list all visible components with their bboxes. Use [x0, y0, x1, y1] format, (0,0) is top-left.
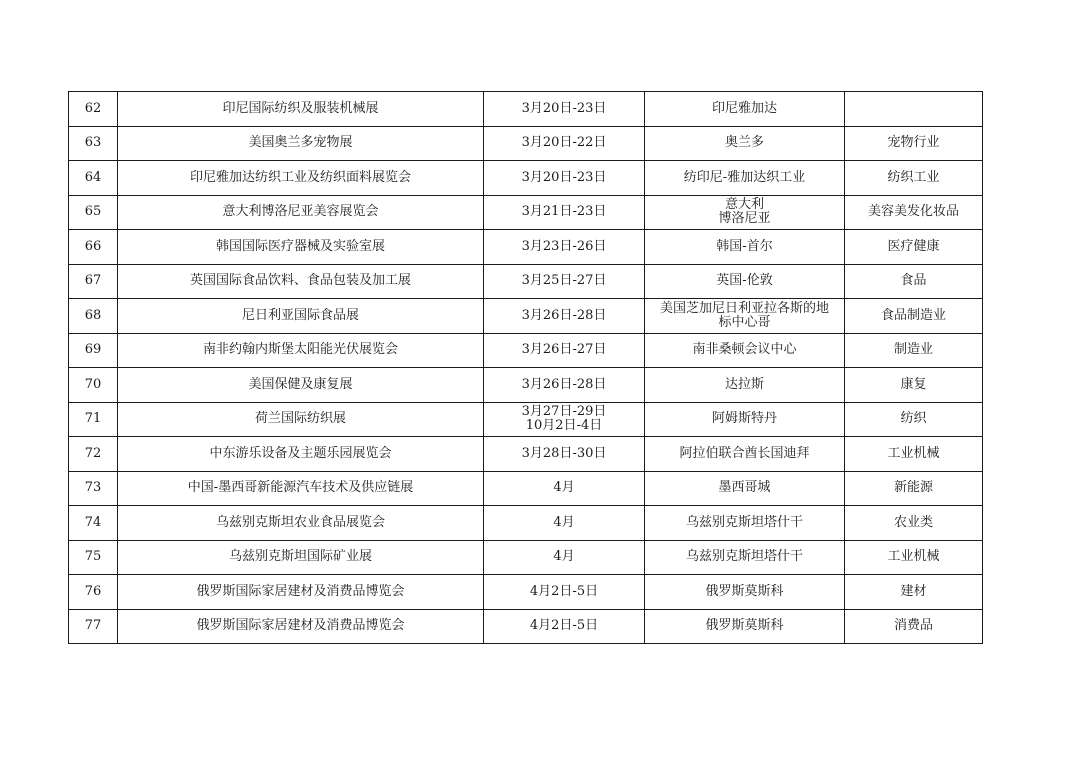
table-row: [69, 471, 983, 506]
row-number-cell: 72: [69, 437, 118, 472]
exhibition-table: [68, 91, 983, 644]
table-row: [69, 333, 983, 368]
exhibition-location-cell: 达拉斯: [645, 368, 845, 403]
exhibition-location-cell: 俄罗斯莫斯科: [645, 609, 845, 644]
row-number-cell: 69: [69, 333, 118, 368]
row-number-cell: 67: [69, 264, 118, 299]
table-row: [69, 609, 983, 644]
table-row: [69, 506, 983, 541]
exhibition-industry-cell: 纺织: [845, 402, 983, 437]
exhibition-location-cell: 阿拉伯联合酋长国迪拜: [645, 437, 845, 472]
exhibition-date-cell: 3月21日-23日: [484, 195, 645, 230]
exhibition-location-cell: 乌兹别克斯坦塔什干: [645, 540, 845, 575]
table-row: [69, 264, 983, 299]
exhibition-industry-cell: 消费品: [845, 609, 983, 644]
exhibition-date-cell: 3月23日-26日: [484, 230, 645, 265]
exhibition-date-cell: 3月20日-23日: [484, 161, 645, 196]
exhibition-industry-cell: 美容美发化妆品: [845, 195, 983, 230]
exhibition-name-cell: 美国奥兰多宠物展: [118, 126, 484, 161]
table-row: [69, 299, 983, 334]
row-number-cell: 74: [69, 506, 118, 541]
table-row: [69, 402, 983, 437]
exhibition-name-cell: 韩国国际医疗器械及实验室展: [118, 230, 484, 265]
exhibition-table-body: [69, 92, 983, 644]
row-number-cell: 68: [69, 299, 118, 334]
exhibition-location-cell: 俄罗斯莫斯科: [645, 575, 845, 610]
table-row: [69, 92, 983, 127]
exhibition-industry-cell: 工业机械: [845, 540, 983, 575]
exhibition-industry-cell: [845, 92, 983, 127]
exhibition-location-cell: 阿姆斯特丹: [645, 402, 845, 437]
exhibition-date-cell: 3月20日-23日: [484, 92, 645, 127]
table-row: [69, 161, 983, 196]
exhibition-industry-cell: 宠物行业: [845, 126, 983, 161]
exhibition-date-cell: 4月: [484, 506, 645, 541]
table-row: [69, 126, 983, 161]
exhibition-date-cell: 3月25日-27日: [484, 264, 645, 299]
exhibition-name-cell: 南非约翰内斯堡太阳能光伏展览会: [118, 333, 484, 368]
exhibition-location-cell: 纺印尼-雅加达织工业: [645, 161, 845, 196]
exhibition-industry-cell: 康复: [845, 368, 983, 403]
exhibition-industry-cell: 农业类: [845, 506, 983, 541]
row-number-cell: 76: [69, 575, 118, 610]
exhibition-location-cell: 英国-伦敦: [645, 264, 845, 299]
exhibition-industry-cell: 医疗健康: [845, 230, 983, 265]
exhibition-name-cell: 荷兰国际纺织展: [118, 402, 484, 437]
exhibition-industry-cell: 食品制造业: [845, 299, 983, 334]
exhibition-location-cell: 奥兰多: [645, 126, 845, 161]
exhibition-name-cell: 印尼国际纺织及服装机械展: [118, 92, 484, 127]
exhibition-location-cell: 南非桑顿会议中心: [645, 333, 845, 368]
exhibition-location-cell: 意大利 博洛尼亚: [645, 195, 845, 230]
exhibition-date-cell: 3月20日-22日: [484, 126, 645, 161]
row-number-cell: 64: [69, 161, 118, 196]
exhibition-industry-cell: 工业机械: [845, 437, 983, 472]
exhibition-name-cell: 乌兹别克斯坦农业食品展览会: [118, 506, 484, 541]
exhibition-industry-cell: 食品: [845, 264, 983, 299]
exhibition-location-cell: 墨西哥城: [645, 471, 845, 506]
table-row: [69, 575, 983, 610]
exhibition-date-cell: 3月27日-29日 10月2日-4日: [484, 402, 645, 437]
exhibition-name-cell: 印尼雅加达纺织工业及纺织面料展览会: [118, 161, 484, 196]
exhibition-name-cell: 意大利博洛尼亚美容展览会: [118, 195, 484, 230]
table-row: [69, 540, 983, 575]
exhibition-name-cell: 乌兹别克斯坦国际矿业展: [118, 540, 484, 575]
table-row: [69, 368, 983, 403]
table-row: [69, 195, 983, 230]
row-number-cell: 71: [69, 402, 118, 437]
exhibition-name-cell: 尼日利亚国际食品展: [118, 299, 484, 334]
exhibition-location-cell: 印尼雅加达: [645, 92, 845, 127]
row-number-cell: 70: [69, 368, 118, 403]
row-number-cell: 63: [69, 126, 118, 161]
exhibition-name-cell: 英国国际食品饮料、食品包装及加工展: [118, 264, 484, 299]
exhibition-date-cell: 3月26日-27日: [484, 333, 645, 368]
exhibition-location-cell: 乌兹别克斯坦塔什干: [645, 506, 845, 541]
row-number-cell: 77: [69, 609, 118, 644]
exhibition-industry-cell: 新能源: [845, 471, 983, 506]
exhibition-name-cell: 俄罗斯国际家居建材及消费品博览会: [118, 609, 484, 644]
exhibition-name-cell: 中国-墨西哥新能源汽车技术及供应链展: [118, 471, 484, 506]
exhibition-industry-cell: 建材: [845, 575, 983, 610]
exhibition-name-cell: 俄罗斯国际家居建材及消费品博览会: [118, 575, 484, 610]
exhibition-name-cell: 中东游乐设备及主题乐园展览会: [118, 437, 484, 472]
exhibition-industry-cell: 纺织工业: [845, 161, 983, 196]
exhibition-date-cell: 4月2日-5日: [484, 575, 645, 610]
exhibition-date-cell: 4月: [484, 540, 645, 575]
exhibition-date-cell: 3月26日-28日: [484, 299, 645, 334]
exhibition-location-cell: 韩国-首尔: [645, 230, 845, 265]
row-number-cell: 75: [69, 540, 118, 575]
exhibition-industry-cell: 制造业: [845, 333, 983, 368]
exhibition-name-cell: 美国保健及康复展: [118, 368, 484, 403]
exhibition-date-cell: 3月26日-28日: [484, 368, 645, 403]
exhibition-date-cell: 4月2日-5日: [484, 609, 645, 644]
row-number-cell: 73: [69, 471, 118, 506]
row-number-cell: 65: [69, 195, 118, 230]
row-number-cell: 66: [69, 230, 118, 265]
table-row: [69, 437, 983, 472]
row-number-cell: 62: [69, 92, 118, 127]
exhibition-date-cell: 3月28日-30日: [484, 437, 645, 472]
table-row: [69, 230, 983, 265]
exhibition-location-cell: 美国芝加尼日利亚拉各斯的地 标中心哥: [645, 299, 845, 334]
exhibition-date-cell: 4月: [484, 471, 645, 506]
